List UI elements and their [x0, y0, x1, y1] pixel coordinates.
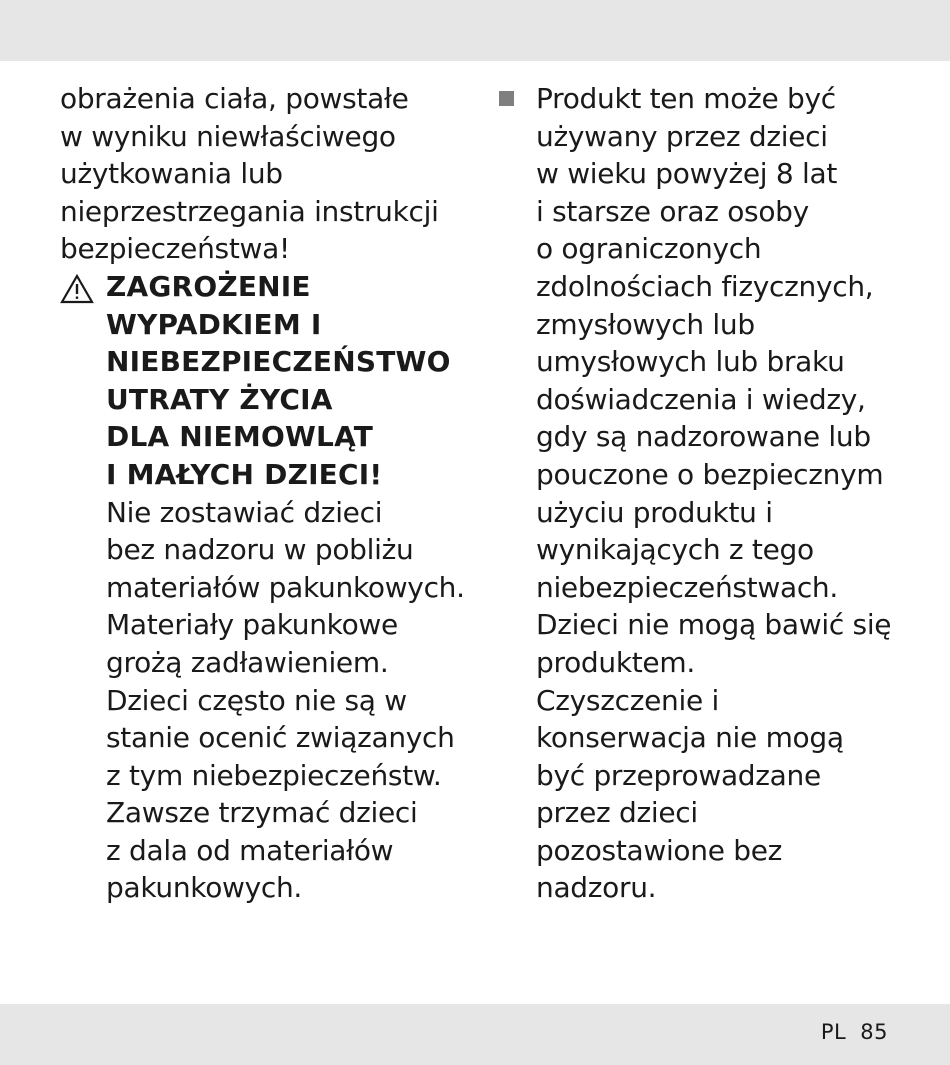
- text-line: zdolnościach fizycznych,: [536, 269, 874, 303]
- text-line: w wyniku niewłaściwego: [60, 119, 396, 153]
- text-line: pakunkowych.: [106, 871, 303, 905]
- top-band: [0, 0, 950, 61]
- text-line: stanie ocenić związanych: [106, 721, 455, 755]
- text-line: Czyszczenie i: [536, 683, 719, 717]
- warning-block: [60, 268, 470, 907]
- text-line: i starsze oraz osoby: [536, 194, 809, 228]
- heading-line: UTRATY ŻYCIA: [106, 382, 333, 416]
- text-line: Zawsze trzymać dzieci: [106, 796, 418, 830]
- page-footer: [821, 1020, 888, 1044]
- text-line: być przeprowadzane: [536, 758, 821, 792]
- text-line: nadzoru.: [536, 871, 657, 905]
- text-line: użytkowania lub: [60, 157, 283, 191]
- text-line: produktem.: [536, 645, 695, 679]
- text-line: używany przez dzieci: [536, 119, 828, 153]
- text-line: doświadczenia i wiedzy,: [536, 382, 866, 416]
- text-line: Dzieci nie mogą bawić się: [536, 608, 892, 642]
- text-line: Materiały pakunkowe: [106, 608, 398, 642]
- text-line: bez nadzoru w pobliżu: [106, 533, 414, 567]
- text-line: gdy są nadzorowane lub: [536, 420, 871, 454]
- text-line: Nie zostawiać dzieci: [106, 495, 383, 529]
- text-line: niebezpieczeństwach.: [536, 570, 838, 604]
- text-line: z tym niebezpieczeństw.: [106, 758, 442, 792]
- bullet-square-icon: [499, 91, 514, 106]
- text-line: o ograniczonych: [536, 232, 762, 266]
- text-line: grożą zadławieniem.: [106, 645, 389, 679]
- right-column: [496, 80, 906, 907]
- text-line: Dzieci często nie są w: [106, 683, 407, 717]
- language-code: PL: [820, 1020, 847, 1044]
- text-line: z dala od materiałów: [106, 833, 394, 867]
- text-line: użyciu produktu i: [536, 495, 773, 529]
- bullet-item: [496, 80, 906, 907]
- intro-text: [60, 80, 470, 268]
- heading-line: I MAŁYCH DZIECI!: [106, 457, 383, 491]
- text-line: obrażenia ciała, powstałe: [60, 82, 409, 115]
- left-column: [60, 80, 470, 907]
- text-line: wynikających z tego: [536, 533, 814, 567]
- text-line: w wieku powyżej 8 lat: [536, 157, 838, 191]
- bottom-band: [0, 1004, 950, 1065]
- heading-line: WYPADKIEM I: [106, 307, 322, 341]
- heading-line: ZAGROŻENIE: [106, 269, 311, 303]
- text-line: umysłowych lub braku: [536, 345, 845, 379]
- warning-heading: [106, 268, 470, 494]
- text-line: konserwacja nie mogą: [536, 721, 844, 755]
- heading-line: NIEBEZPIECZEŃSTWO: [106, 345, 451, 379]
- text-line: Produkt ten może być: [536, 82, 836, 115]
- text-line: materiałów pakunkowych.: [106, 570, 465, 604]
- text-line: zmysłowych lub: [536, 307, 755, 341]
- text-line: bezpieczeństwa!: [60, 232, 290, 266]
- page-number: 85: [860, 1020, 888, 1044]
- text-line: przez dzieci: [536, 796, 698, 830]
- warning-body: [106, 494, 470, 908]
- text-line: nieprzestrzegania instrukcji: [60, 194, 439, 228]
- warning-triangle-icon: [60, 274, 94, 304]
- heading-line: DLA NIEMOWLĄT: [106, 420, 374, 454]
- text-line: pouczone o bezpiecznym: [536, 457, 884, 491]
- text-line: pozostawione bez: [536, 833, 783, 867]
